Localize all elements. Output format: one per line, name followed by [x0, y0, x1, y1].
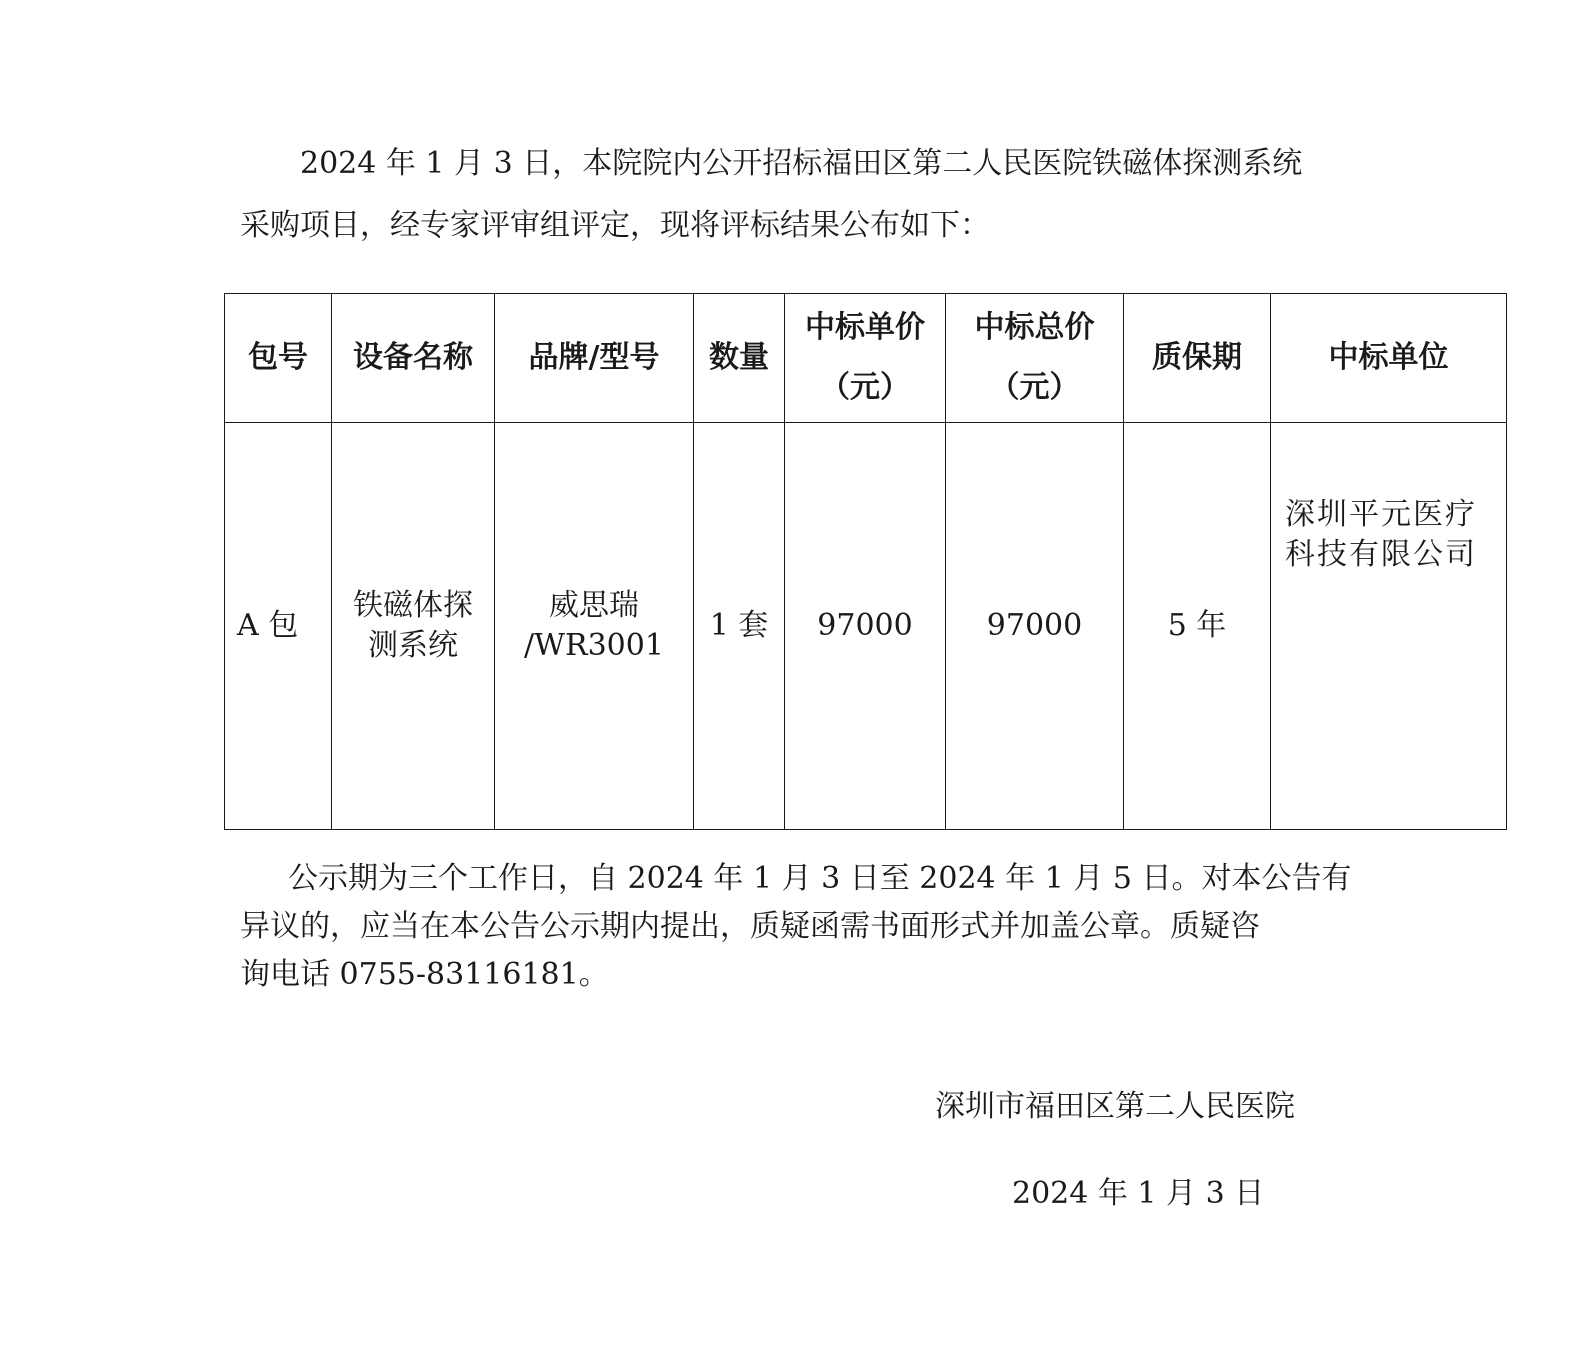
header-package: 包号	[225, 294, 332, 423]
cell-package: A 包	[225, 423, 332, 830]
header-unit-price	[785, 294, 946, 423]
cell-unit-price: 97000	[785, 423, 946, 830]
cell-brand-line: 威思瑞	[549, 588, 639, 623]
header-unit-price-unit: （元）	[820, 370, 910, 405]
notice-paragraph-line-1: 公示期为三个工作日，自 2024 年 1 月 3 日至 2024 年 1 月 5 日。对本公告有	[288, 861, 1352, 896]
notice-paragraph-line-3: 询电话 0755-83116181。	[240, 957, 609, 992]
cell-quantity: 1 套	[694, 423, 785, 830]
cell-winning-bidder	[1271, 423, 1507, 830]
table-row	[225, 423, 1507, 830]
header-unit-price-label: 中标单价	[805, 310, 925, 345]
intro-paragraph-line-1: 2024 年 1 月 3 日，本院院内公开招标福田区第二人民医院铁磁体探测系统	[300, 146, 1303, 181]
header-total-price-label: 中标总价	[974, 310, 1095, 345]
header-quantity: 数量	[694, 294, 785, 423]
bid-results-table	[224, 293, 1507, 830]
issuer-name: 深圳市福田区第二人民医院	[935, 1089, 1295, 1124]
header-total-price	[946, 294, 1124, 423]
header-winning-bidder: 中标单位	[1271, 294, 1507, 423]
header-equipment-name: 设备名称	[332, 294, 495, 423]
cell-warranty: 5 年	[1124, 423, 1271, 830]
notice-paragraph-line-2: 异议的，应当在本公告公示期内提出，质疑函需书面形式并加盖公章。质疑咨	[240, 909, 1260, 944]
cell-brand-model	[495, 423, 694, 830]
cell-equipment-name-line-2: 测系统	[368, 628, 458, 663]
cell-winning-bidder-line-1: 深圳平元医疗	[1285, 497, 1477, 532]
table-header-row	[225, 294, 1507, 423]
cell-equipment-name	[332, 423, 495, 830]
header-total-price-unit: （元）	[989, 370, 1080, 405]
cell-model-line: /WR3001	[524, 628, 664, 663]
cell-winning-bidder-line-2: 科技有限公司	[1285, 537, 1477, 572]
cell-equipment-name-line-1: 铁磁体探	[353, 588, 473, 623]
header-warranty: 质保期	[1124, 294, 1271, 423]
intro-paragraph-line-2: 采购项目，经专家评审组评定，现将评标结果公布如下：	[240, 208, 990, 243]
issue-date: 2024 年 1 月 3 日	[1012, 1176, 1265, 1211]
header-brand-model: 品牌/型号	[495, 294, 694, 423]
cell-total-price: 97000	[946, 423, 1124, 830]
